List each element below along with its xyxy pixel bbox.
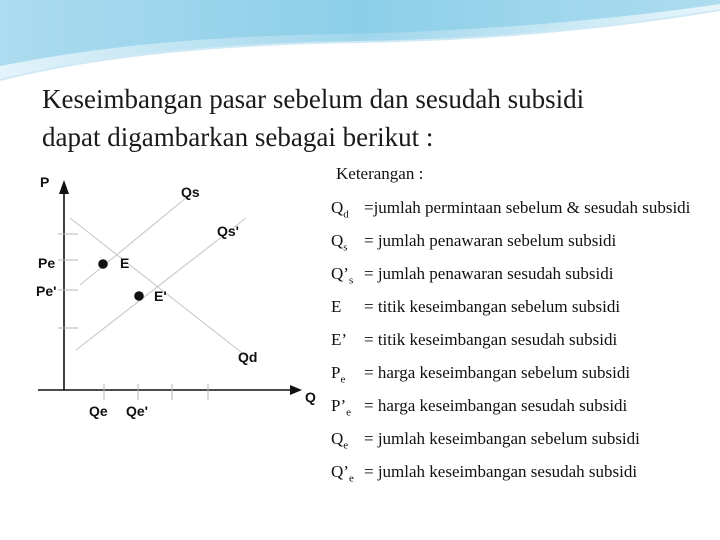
qe-label: Qe xyxy=(89,403,108,419)
legend-term: E xyxy=(331,297,342,316)
qs-label: Qs xyxy=(181,184,200,200)
pe-label: Pe xyxy=(38,255,56,271)
legend-row xyxy=(330,297,720,321)
legend-row xyxy=(330,462,720,486)
header-wave-decoration xyxy=(0,0,720,90)
y-axis-arrow xyxy=(59,180,69,194)
legend-row xyxy=(330,231,720,255)
pe-prime-label: Pe' xyxy=(36,283,57,299)
y-ticks xyxy=(58,234,78,328)
legend-term: $Q’_e$ xyxy=(331,462,354,485)
legend-panel xyxy=(330,160,720,490)
legend-term: $Q’_s$ xyxy=(331,264,354,287)
legend-desc: = jumlah penawaran sesudah subsidi xyxy=(364,264,614,283)
qs-prime-label: Qs' xyxy=(217,223,240,239)
legend-desc: = titik keseimbangan sesudah subsidi xyxy=(364,330,618,349)
heading-line-2: dapat digambarkan sebagai berikut : xyxy=(42,122,434,152)
axis-y-label: P xyxy=(40,174,50,190)
legend-desc: = harga keseimbangan sesudah subsidi xyxy=(364,396,628,415)
legend-row xyxy=(330,396,720,420)
supply-demand-diagram xyxy=(0,160,330,430)
x-ticks xyxy=(104,384,208,400)
legend-desc: =jumlah permintaan sebelum & sesudah subsidi xyxy=(364,198,691,217)
axis-x-label: Q xyxy=(305,389,316,405)
legend-desc: = titik keseimbangan sebelum subsidi xyxy=(364,297,621,316)
point-e xyxy=(98,259,108,269)
legend-row xyxy=(330,363,720,387)
point-e-prime xyxy=(134,291,144,301)
heading-line-1: Keseimbangan pasar sebelum dan sesudah subsidi xyxy=(42,84,585,114)
legend-term: $Q_e$ xyxy=(331,429,349,452)
legend-desc: = jumlah keseimbangan sebelum subsidi xyxy=(364,429,640,448)
legend-title: Keterangan : xyxy=(336,164,424,183)
point-e-prime-label: E' xyxy=(154,288,167,304)
legend-term: E’ xyxy=(331,330,348,349)
legend-term: $P_e$ xyxy=(331,363,346,386)
qd-label: Qd xyxy=(238,349,258,365)
legend-row xyxy=(330,198,720,222)
point-e-label: E xyxy=(120,255,130,271)
legend-term: $P’_e$ xyxy=(331,396,352,419)
legend-desc: = jumlah keseimbangan sesudah subsidi xyxy=(364,462,638,481)
legend-desc: = harga keseimbangan sebelum subsidi xyxy=(364,363,631,382)
legend-row xyxy=(330,264,720,288)
qe-prime-label: Qe' xyxy=(126,403,149,419)
legend-term: $Q_s$ xyxy=(331,231,348,254)
legend-desc: = jumlah penawaran sebelum subsidi xyxy=(364,231,617,250)
legend-row xyxy=(330,330,720,354)
x-axis-arrow xyxy=(290,385,302,395)
legend-term: $Q_d$ xyxy=(331,198,349,221)
legend-row xyxy=(330,429,720,453)
